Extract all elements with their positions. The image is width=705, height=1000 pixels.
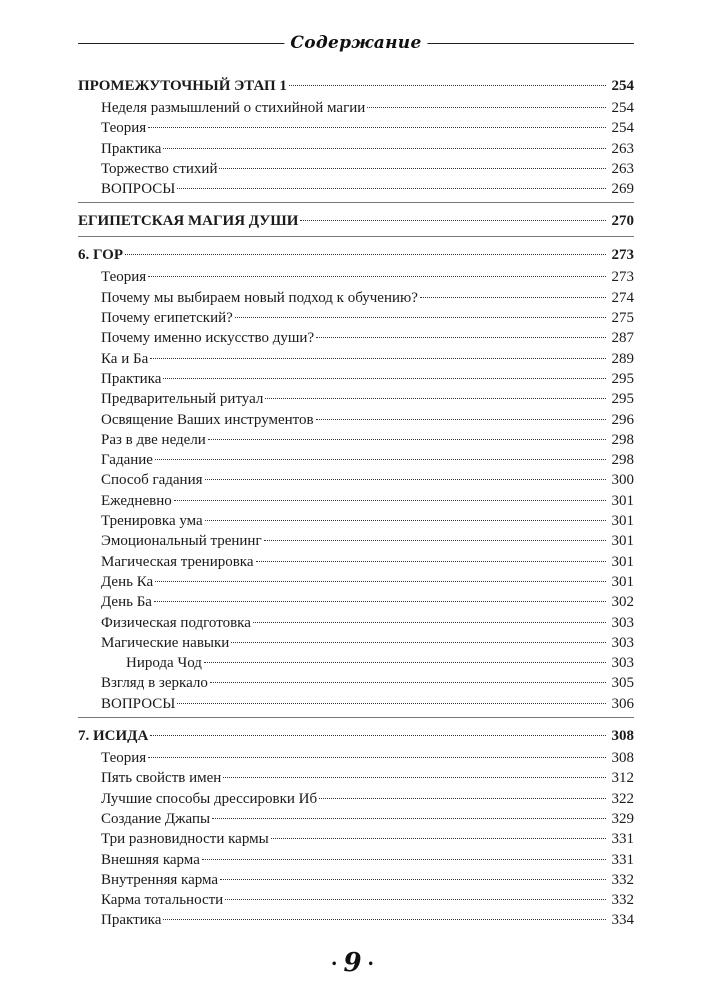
toc-entry[interactable] xyxy=(78,531,634,551)
toc-entry-title: Эмоциональный тренинг xyxy=(101,533,262,550)
toc-page-number: 312 xyxy=(611,770,634,787)
toc-page-number: 254 xyxy=(611,120,634,137)
page-footer xyxy=(0,948,705,978)
dot-leader xyxy=(150,735,606,736)
toc-page-number: 287 xyxy=(611,330,634,347)
toc-entry-title: ВОПРОСЫ xyxy=(101,695,176,712)
toc-page-number: 306 xyxy=(611,695,634,712)
toc-page-number: 274 xyxy=(611,289,634,306)
toc-page-number: 308 xyxy=(611,728,634,745)
toc-entry-title: Ежедневно xyxy=(101,492,172,509)
toc-entry-title: Взгляд в зеркало xyxy=(101,675,208,692)
toc-page-number: 305 xyxy=(611,675,634,692)
toc-entry[interactable] xyxy=(78,673,634,693)
toc-entry-title: День Ка xyxy=(101,573,154,590)
toc-page-number: 273 xyxy=(611,247,634,264)
table-of-contents xyxy=(78,76,634,942)
toc-entry-title: ВОПРОСЫ xyxy=(101,181,176,198)
toc-entry[interactable] xyxy=(78,159,634,179)
toc-entry-title: Практика xyxy=(101,140,162,157)
toc-section xyxy=(78,211,634,237)
dot-leader xyxy=(177,703,606,704)
toc-page-number: 295 xyxy=(611,370,634,387)
dot-leader xyxy=(163,378,606,379)
toc-page-number: 270 xyxy=(611,213,634,230)
toc-entry-title: Раз в две недели xyxy=(101,431,206,448)
toc-page-number: 273 xyxy=(611,269,634,286)
toc-entry-title: Внешняя карма xyxy=(101,851,200,868)
toc-entry-title: 6. ГОР xyxy=(78,247,123,264)
toc-entry-title: Тренировка ума xyxy=(101,513,203,530)
toc-entry-title: Предварительный ритуал xyxy=(101,391,264,408)
toc-entry-title: 7. ИСИДА xyxy=(78,728,149,745)
toc-page-number: 295 xyxy=(611,391,634,408)
header-title: Содержание xyxy=(284,32,427,54)
toc-page-number: 301 xyxy=(611,573,634,590)
dot-leader xyxy=(264,540,606,541)
toc-entry-title: Способ гадания xyxy=(101,472,203,489)
dot-leader xyxy=(150,358,606,359)
toc-page-number: 300 xyxy=(611,472,634,489)
dot-leader xyxy=(220,879,606,880)
toc-page-number: 254 xyxy=(611,78,634,94)
toc-entry-title: ПРОМЕЖУТОЧНЫЙ ЭТАП 1 xyxy=(78,78,287,94)
dot-leader xyxy=(289,85,606,86)
toc-entry-title: Ка и Ба xyxy=(101,350,149,367)
dot-leader xyxy=(231,642,606,643)
toc-entry[interactable] xyxy=(78,288,634,308)
toc-entry[interactable] xyxy=(78,389,634,409)
toc-chapter-entry[interactable] xyxy=(78,211,634,233)
toc-entry-title: Магические навыки xyxy=(101,634,230,651)
dot-leader xyxy=(154,601,606,602)
toc-page-number: 289 xyxy=(611,350,634,367)
toc-entry-title: Нирода Чод xyxy=(126,655,202,672)
toc-entry[interactable] xyxy=(78,613,634,633)
toc-page-number: 301 xyxy=(611,553,634,570)
footer-bullet-right: • xyxy=(367,958,374,970)
dot-leader xyxy=(163,148,606,149)
toc-page-number: 303 xyxy=(611,614,634,631)
toc-entry[interactable] xyxy=(78,511,634,531)
toc-entry-title: Теория xyxy=(101,269,147,286)
dot-leader xyxy=(174,500,606,501)
dot-leader xyxy=(212,818,606,819)
toc-entry[interactable] xyxy=(78,572,634,592)
dot-leader xyxy=(223,777,606,778)
dot-leader xyxy=(420,297,606,298)
dot-leader xyxy=(265,398,606,399)
toc-entry[interactable] xyxy=(78,98,634,118)
page-number: 9 xyxy=(343,948,362,978)
dot-leader xyxy=(148,757,606,758)
toc-page-number: 275 xyxy=(611,310,634,327)
toc-entry[interactable] xyxy=(78,890,634,910)
dot-leader xyxy=(208,439,606,440)
toc-entry-title: Почему мы выбираем новый подход к обучению? xyxy=(101,289,418,306)
toc-chapter-entry[interactable] xyxy=(78,76,634,98)
toc-entry[interactable] xyxy=(78,748,634,768)
toc-page-number: 303 xyxy=(611,655,634,672)
toc-entry[interactable] xyxy=(78,694,634,714)
dot-leader xyxy=(300,220,606,221)
toc-entry-title: Почему именно искусство души? xyxy=(101,330,315,347)
toc-page-number: 303 xyxy=(611,634,634,651)
toc-entry-title: Пять свойств имен xyxy=(101,770,222,787)
toc-entry[interactable] xyxy=(78,910,634,930)
toc-entry[interactable] xyxy=(78,430,634,450)
toc-entry[interactable] xyxy=(78,450,634,470)
dot-leader xyxy=(316,419,606,420)
dot-leader xyxy=(163,919,606,920)
dot-leader xyxy=(204,662,606,663)
toc-entry-title: Лучшие способы дрессировки Иб xyxy=(101,790,318,807)
footer-bullet-left: • xyxy=(331,958,338,970)
toc-entry[interactable] xyxy=(78,179,634,199)
dot-leader xyxy=(177,188,606,189)
dot-leader xyxy=(202,859,606,860)
toc-page-number: 269 xyxy=(611,181,634,198)
toc-page-number: 308 xyxy=(611,750,634,767)
toc-entry[interactable] xyxy=(78,139,634,159)
toc-entry[interactable] xyxy=(78,870,634,890)
toc-entry[interactable] xyxy=(78,789,634,809)
toc-entry-title: День Ба xyxy=(101,594,152,611)
dot-leader xyxy=(256,561,606,562)
dot-leader xyxy=(253,622,606,623)
dot-leader xyxy=(210,682,606,683)
dot-leader xyxy=(219,168,606,169)
toc-page-number: 322 xyxy=(611,790,634,807)
toc-page-number: 329 xyxy=(611,810,634,827)
dot-leader xyxy=(205,520,606,521)
dot-leader xyxy=(225,899,606,900)
toc-entry-title: Карма тотальности xyxy=(101,892,224,909)
dot-leader xyxy=(235,317,606,318)
toc-entry-title: Торжество стихий xyxy=(101,160,218,177)
toc-entry-title: Теория xyxy=(101,750,147,767)
toc-entry[interactable] xyxy=(78,633,634,653)
toc-page-number: 332 xyxy=(611,871,634,888)
toc-entry[interactable] xyxy=(78,768,634,788)
toc-entry-title: Освящение Ваших инструментов xyxy=(101,411,314,428)
toc-page-number: 331 xyxy=(611,831,634,848)
toc-page-number: 331 xyxy=(611,851,634,868)
toc-entry-title: ЕГИПЕТСКАЯ МАГИЯ ДУШИ xyxy=(78,213,299,230)
toc-page-number: 302 xyxy=(611,594,634,611)
toc-entry[interactable] xyxy=(78,850,634,870)
toc-page-number: 301 xyxy=(611,533,634,550)
toc-entry[interactable] xyxy=(78,829,634,849)
toc-entry[interactable] xyxy=(78,653,634,673)
dot-leader xyxy=(148,276,606,277)
toc-entry-title: Практика xyxy=(101,912,162,929)
dot-leader xyxy=(148,127,606,128)
toc-page-number: 298 xyxy=(611,452,634,469)
toc-entry[interactable] xyxy=(78,369,634,389)
toc-entry[interactable] xyxy=(78,118,634,138)
toc-page-number: 296 xyxy=(611,411,634,428)
dot-leader xyxy=(155,459,606,460)
toc-entry-title: Внутренняя карма xyxy=(101,871,219,888)
toc-entry-title: Создание Джапы xyxy=(101,810,211,827)
dot-leader xyxy=(125,254,606,255)
toc-page-number: 263 xyxy=(611,140,634,157)
toc-entry-title: Теория xyxy=(101,120,147,137)
toc-section xyxy=(78,76,634,203)
toc-entry[interactable] xyxy=(78,552,634,572)
dot-leader xyxy=(155,581,606,582)
toc-page-number: 301 xyxy=(611,513,634,530)
toc-entry[interactable] xyxy=(78,592,634,612)
toc-entry[interactable] xyxy=(78,349,634,369)
toc-entry-title: Магическая тренировка xyxy=(101,553,254,570)
toc-entry-title: Три разновидности кармы xyxy=(101,831,269,848)
toc-section xyxy=(78,726,634,934)
toc-chapter-entry[interactable] xyxy=(78,245,634,267)
toc-page-number: 263 xyxy=(611,160,634,177)
toc-entry[interactable] xyxy=(78,308,634,328)
running-header xyxy=(78,26,634,56)
dot-leader xyxy=(367,107,606,108)
toc-entry[interactable] xyxy=(78,809,634,829)
toc-entry[interactable] xyxy=(78,491,634,511)
toc-entry[interactable] xyxy=(78,267,634,287)
dot-leader xyxy=(319,798,606,799)
toc-page-number: 298 xyxy=(611,431,634,448)
toc-entry[interactable] xyxy=(78,328,634,348)
toc-entry-title: Гадание xyxy=(101,452,153,469)
toc-section xyxy=(78,245,634,718)
toc-entry-title: Почему египетский? xyxy=(101,310,233,327)
dot-leader xyxy=(205,479,607,480)
dot-leader xyxy=(316,337,606,338)
toc-chapter-entry[interactable] xyxy=(78,726,634,748)
toc-entry-title: Практика xyxy=(101,370,162,387)
dot-leader xyxy=(271,838,606,839)
toc-entry-title: Физическая подготовка xyxy=(101,614,251,631)
toc-entry[interactable] xyxy=(78,470,634,490)
toc-page-number: 254 xyxy=(611,100,634,116)
toc-page-number: 301 xyxy=(611,492,634,509)
toc-page-number: 334 xyxy=(611,912,634,929)
toc-entry-title: Неделя размышлений о стихийной магии xyxy=(101,100,366,116)
toc-entry[interactable] xyxy=(78,410,634,430)
toc-page-number: 332 xyxy=(611,892,634,909)
